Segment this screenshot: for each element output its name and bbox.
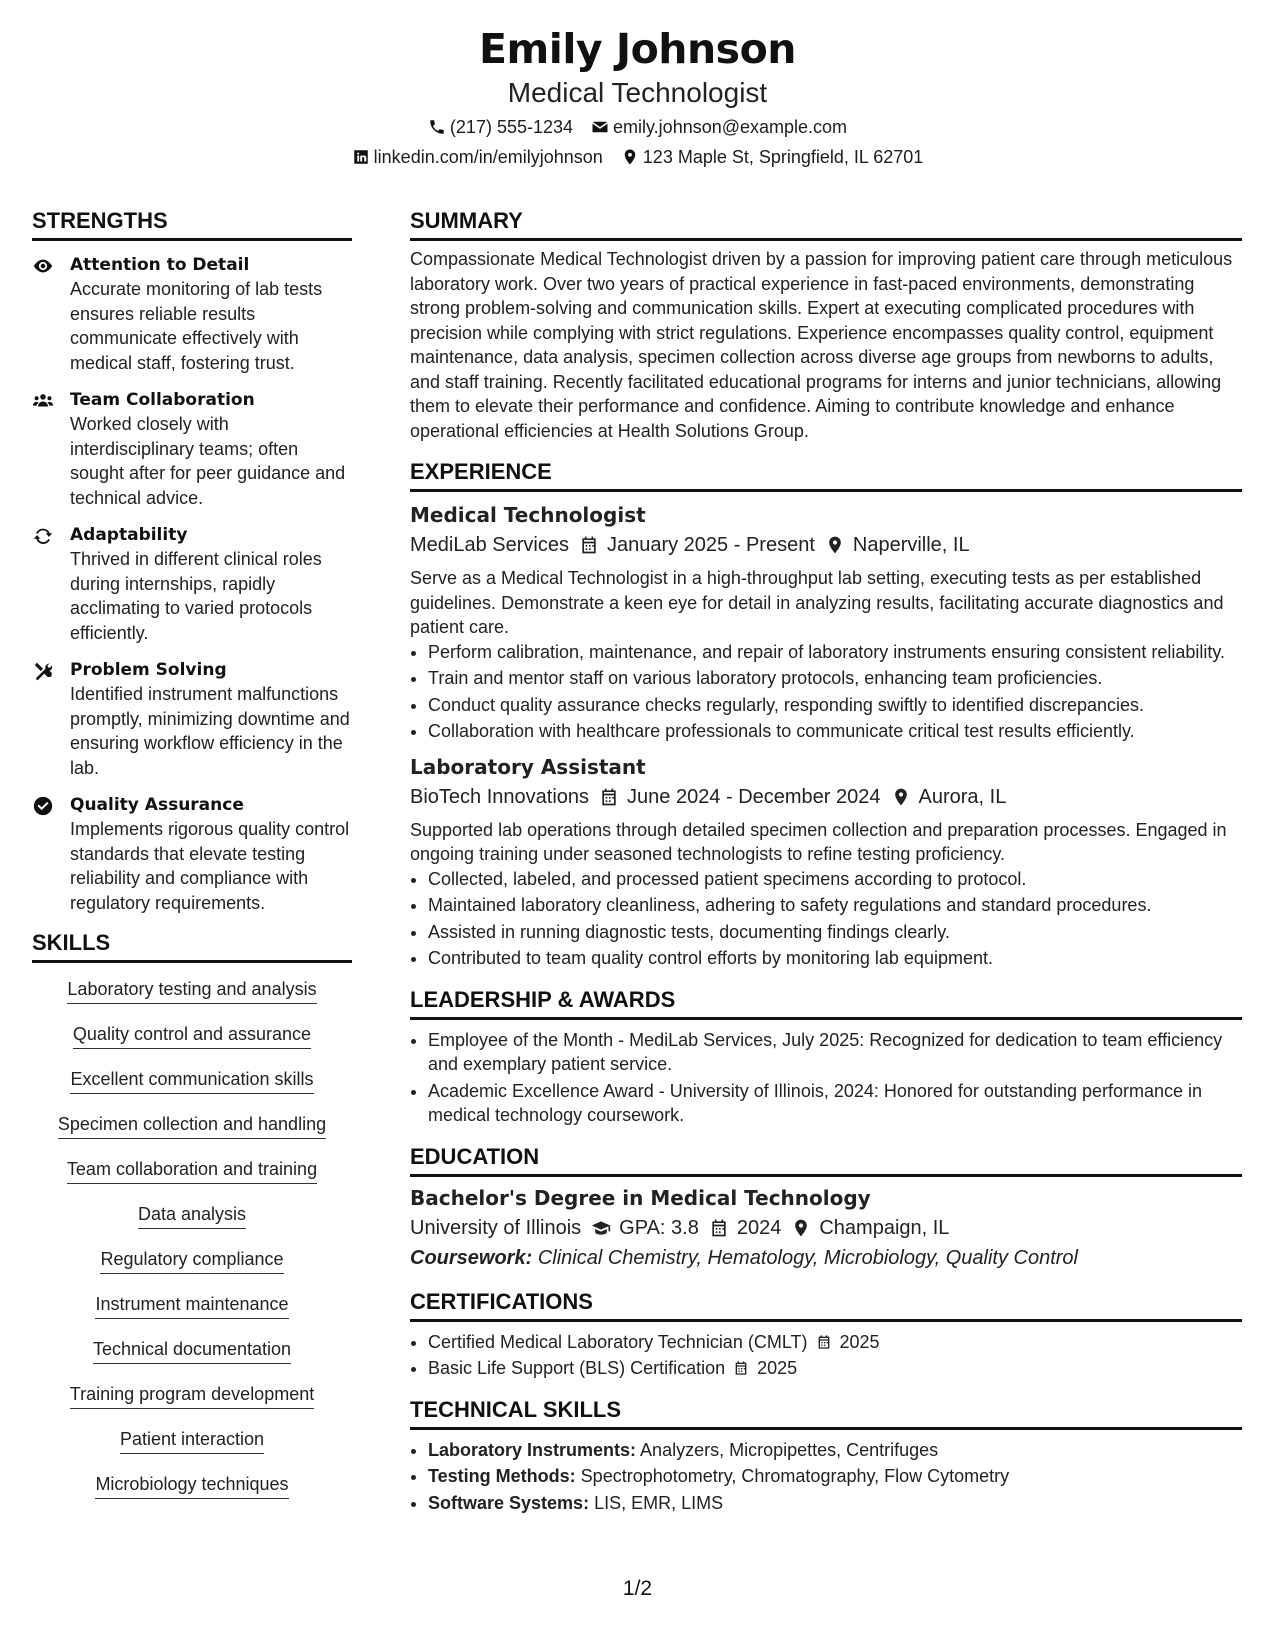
headline: Medical Technologist [507,77,768,108]
job-bullet: • Conduct quality assurance checks regularly, responding swiftly to identified discrepancies. [428,693,1242,718]
strength-item [32,658,352,780]
job-description: Supported lab operations through detailed specimen collection and preparation processes. Engaged in ongoing training under seasoned technologists to refine testing proficiency. [410,819,1227,864]
education-heading: EDUCATION [410,1142,1242,1177]
skill-item: Specimen collection and handling [58,1112,326,1139]
job-location: Naperville, IL [852,534,970,556]
job-location: Aurora, IL [918,785,1007,808]
technical-skill-label: Laboratory Instruments: [428,1439,637,1460]
linkedin-contact[interactable] [352,144,603,170]
strength-title: Team Collaboration [70,390,255,410]
map-marker-icon [825,535,845,555]
map-marker-icon [891,787,911,807]
certification-item [428,1330,1242,1355]
address-text: 123 Maple St, Springfield, IL 62701 [642,147,924,167]
summary-text: Compassionate Medical Technologist driven by a passion for improving patient care through meticulous laboratory work. Over two years of practical experience in fast-paced environments, demonstrating strong problem-solving and communication skills. Expert at executing complicated procedures with precision while complying with strict regulations. Experience encompasses quality control, equipment maintenance, data analysis, specimen collection across diverse age groups from newborns to adults, and staff training. Recently facilitated educational programs for interns and junior technicians, allowing them to elevate their performance and confidence. Aiming to contribute knowledge and enhance operational efficiencies at Health Solutions Group. [410,249,1233,441]
skill-item: Quality control and assurance [73,1022,311,1049]
coursework-list: Clinical Chemistry, Hematology, Microbiology, Quality Control [537,1246,1078,1269]
certification-name: • Certified Medical Laboratory Technician (CMLT) [428,1331,808,1352]
resume-header [0,20,1275,170]
right-column [410,206,1242,1517]
certification-item [428,1356,1242,1381]
technical-skills-heading: TECHNICAL SKILLS [410,1395,1242,1430]
skill-item: Regulatory compliance [100,1247,283,1274]
job-bullet: • Collected, labeled, and processed patient specimens according to protocol. [428,867,1242,892]
job-entry [410,500,1242,744]
degree-title: Bachelor's Degree in Medical Technology [410,1185,871,1210]
job-meta [410,530,1242,560]
skill-item: Excellent communication skills [70,1067,313,1094]
skills-heading: SKILLS [32,928,352,963]
experience-heading: EXPERIENCE [410,457,1242,492]
phone-text: (217) 555-1234 [449,117,574,137]
job-bullet: • Perform calibration, maintenance, and repair of laboratory instruments ensuring consistent reliability. [428,640,1242,665]
job-meta [410,782,1242,812]
contact-row-1 [0,114,1275,140]
certification-year: 2025 [839,1331,880,1352]
job-bullet: • Maintained laboratory cleanliness, adhering to safety regulations and standard procedures. [428,893,1242,918]
email-link[interactable]: emily.johnson@example.com [613,117,848,137]
job-title: Medical Technologist [410,503,646,527]
job-bullet: • Train and mentor staff on various laboratory protocols, enhancing team proficiencies. [428,666,1242,691]
strength-title: Adaptability [70,525,188,545]
skill-item: Microbiology techniques [95,1472,288,1499]
strength-desc: Accurate monitoring of lab tests ensures reliable results communicate effectively with medical staff, fostering trust. [70,279,323,373]
job-company: BioTech Innovations [410,785,590,808]
calendar-icon [709,1218,729,1238]
skill-item: Data analysis [138,1202,246,1229]
strength-desc: Thrived in different clinical roles during internships, rapidly acclimating to varied protocols efficiently. [70,549,322,643]
certification-year: 2025 [757,1358,798,1378]
technical-skill-item [428,1491,1242,1516]
technical-skill-item [428,1438,1242,1463]
experience-section [410,457,1242,971]
phone-icon [428,118,446,136]
strength-desc: Implements rigorous quality control standards that elevate testing reliability and compliance with regulatory requirements. [70,819,350,913]
job-company: MediLab Services [410,534,569,556]
leadership-heading: LEADERSHIP & AWARDS [410,985,1242,1020]
calendar-icon [816,1334,832,1350]
map-marker-icon [791,1218,811,1238]
tools-icon [32,660,54,682]
phone-contact [428,114,573,140]
calendar-icon [599,787,619,807]
linkedin-link[interactable]: linkedin.com/in/emilyjohnson [373,147,603,167]
award-item: • Employee of the Month - MediLab Services, July 2025: Recognized for dedication to team efficiency and exemplary patient service. [428,1028,1242,1077]
check-circle-icon [32,795,54,817]
education-section [410,1142,1242,1273]
skill-item: Laboratory testing and analysis [67,977,316,1004]
technical-skill-label: Software Systems: [428,1492,590,1513]
strengths-list [32,253,352,915]
calendar-icon [579,535,599,555]
technical-skill-value: Spectrophotometry, Chromatography, Flow Cytometry [580,1466,1010,1486]
strength-desc: Worked closely with interdisciplinary teams; often sought after for peer guidance and technical advice. [70,414,346,508]
education-meta [410,1213,1242,1243]
technical-skill-value: Analyzers, Micropipettes, Centrifuges [640,1439,939,1460]
job-title: Laboratory Assistant [410,754,646,779]
job-bullet: • Collaboration with healthcare professionals to communicate critical test results efficiently. [428,719,1242,744]
contact-row-2 [0,144,1275,170]
job-description: Serve as a Medical Technologist in a high-throughput lab setting, executing tests as per established guidelines. Demonstrate a keen eye for detail in analyzing results, facilitating accurate diagnostics and patient care. [410,568,1224,637]
technical-skill-item [428,1464,1242,1489]
job-bullets [410,640,1242,744]
skills-list [32,977,352,1499]
strength-item [32,253,352,375]
certification-name: • Basic Life Support (BLS) Certification [428,1358,726,1378]
job-entry [410,752,1242,971]
email-contact[interactable] [591,114,847,140]
strength-title: Quality Assurance [70,795,244,815]
gpa: GPA: 3.8 [619,1216,699,1239]
left-column [32,206,352,1517]
certifications-heading: CERTIFICATIONS [410,1287,1242,1322]
envelope-icon [591,118,609,136]
strength-item [32,793,352,915]
technical-skills-section [410,1395,1242,1516]
coursework-label: Coursework: [410,1246,533,1269]
strength-item [32,523,352,645]
coursework [410,1243,1242,1273]
strength-title: Attention to Detail [70,255,250,275]
page-number: 1/2 [622,1577,653,1600]
job-bullet: • Contributed to team quality control efforts by monitoring lab equipment. [428,946,1242,971]
job-bullet: • Assisted in running diagnostic tests, documenting findings clearly. [428,920,1242,945]
skill-item: Team collaboration and training [67,1157,317,1184]
job-dates: January 2025 - Present [606,534,815,556]
candidate-name: Emily Johnson [479,25,796,73]
certifications-list [410,1330,1242,1381]
technical-skill-value: LIS, EMR, LIMS [594,1492,724,1513]
strength-item [32,388,352,510]
skill-item: Instrument maintenance [95,1292,288,1319]
award-item: • Academic Excellence Award - University of Illinois, 2024: Honored for outstanding performance in medical technology coursework. [428,1079,1242,1128]
skill-item: Technical documentation [93,1337,291,1364]
graduation-cap-icon [591,1218,611,1238]
leadership-section [410,985,1242,1128]
calendar-icon [733,1360,749,1376]
strength-title: Problem Solving [70,660,227,680]
strength-desc: Identified instrument malfunctions promptly, minimizing downtime and ensuring workflow efficiency in the lab. [70,684,350,778]
school-location: Champaign, IL [819,1216,950,1239]
technical-skills-list [410,1438,1242,1516]
technical-skill-label: Testing Methods: [428,1466,576,1486]
school-name: University of Illinois [410,1216,582,1239]
skill-item: Training program development [70,1382,314,1409]
map-marker-icon [621,148,639,166]
graduation-year: 2024 [736,1216,782,1239]
eye-icon [32,255,54,277]
certifications-section [410,1287,1242,1381]
job-dates: June 2024 - December 2024 [627,785,881,808]
strengths-heading: STRENGTHS [32,206,352,241]
users-icon [32,390,54,412]
sync-icon [32,525,54,547]
job-bullets [410,867,1242,971]
summary-heading: SUMMARY [410,206,1242,241]
address-contact [621,144,924,170]
leadership-list [410,1028,1242,1128]
skill-item: Patient interaction [120,1427,264,1454]
linkedin-icon [352,148,370,166]
